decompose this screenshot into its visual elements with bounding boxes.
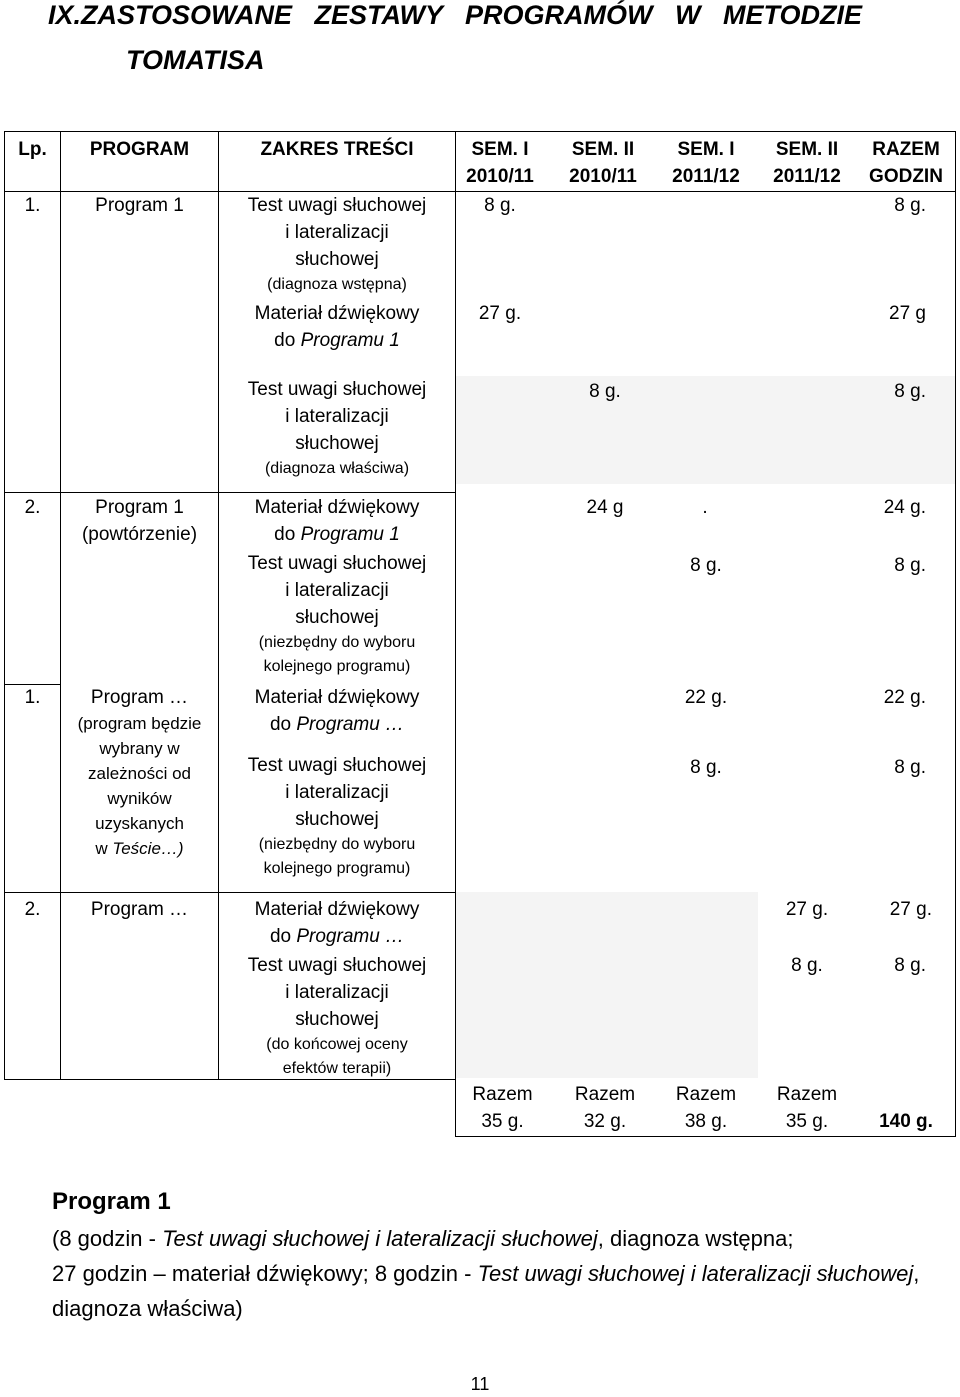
content-line [219,923,455,950]
row1-content-1 [219,192,455,297]
header-program: PROGRAM [89,139,190,160]
content-line: i lateralizacji [285,406,389,427]
header-sem2 [553,136,653,190]
content-line: Materiał dźwiękowy [254,687,420,708]
program-line: Program … [90,687,189,708]
row1-content-2 [219,300,455,354]
content-line: słuchowej [295,249,379,270]
content-note: (diagnoza wstępna) [267,276,407,293]
table-border-bottom [455,1136,956,1137]
table-border-right [955,131,956,1137]
content-line: Materiał dźwiękowy [254,899,420,920]
row3-content-2 [219,752,455,881]
row1-val3-sem2: 8 g. [589,381,621,402]
header-sem4-year: 2011/12 [773,166,841,187]
program-text: w [95,839,113,858]
content-line [219,327,455,354]
program-line: (powtórzenie) [81,524,198,545]
total-value: 35 g. [481,1111,524,1132]
content-line: słuchowej [295,809,379,830]
row2-content-1 [219,494,455,548]
row3-val-total: 22 g. [883,687,926,708]
program1-line-2 [52,1256,919,1291]
row3-val2-sem3: 8 g. [690,757,722,778]
row1-lp: 1. [24,195,41,216]
content-note: (do końcowej oceny [266,1036,408,1053]
page-number: 11 [470,1374,490,1394]
row3-program [61,684,218,861]
program1-line-1 [52,1221,794,1256]
row2-val-sem3-dot: . [702,497,708,518]
row2-val2-sem3: 8 g. [690,555,722,576]
program-line: Program 1 [95,497,184,518]
row4-content-1 [219,896,455,950]
header-sem2-year: 2010/11 [569,166,637,187]
row3-val2-total: 8 g. [894,757,926,778]
content-line: słuchowej [295,1009,379,1030]
total-value: 38 g. [684,1111,728,1132]
row2-val-sem2: 24 g [586,497,624,518]
row1-val2-sem1: 27 g. [478,303,522,324]
content-line: słuchowej [295,607,379,628]
header-zakres: ZAKRES TREŚCI [260,139,414,160]
program1-heading: Program 1 [52,1188,171,1215]
table-line [4,492,456,493]
content-line: Test uwagi słuchowej [247,955,427,976]
row2-lp: 2. [24,497,41,518]
program-line: wyników [107,789,172,808]
header-sem4 [757,136,857,190]
row1-program: Program 1 [95,195,184,216]
text: , [913,1261,920,1286]
content-text: do [269,926,297,947]
total-sem3 [656,1081,756,1135]
table-border-top [4,131,956,132]
header-razem [856,136,956,190]
content-note: kolejnego programu) [263,860,411,877]
content-line: Test uwagi słuchowej [247,755,427,776]
total-grand: 140 g. [879,1111,933,1132]
content-line: i lateralizacji [285,782,389,803]
page-title-line-1: IX.ZASTOSOWANE ZESTAWY PROGRAMÓW W METODZIE [48,0,863,30]
content-line: Materiał dźwiękowy [254,497,420,518]
table-line [60,131,61,1080]
page-title-line-2: TOMATISA [126,45,265,75]
row4-lp: 2. [24,899,41,920]
total-label: Razem [675,1084,737,1105]
content-text: do [269,714,297,735]
row4-content-2 [219,952,455,1081]
row3-val-sem3: 22 g. [684,687,728,708]
content-text-italic: Programu … [296,714,405,735]
row2-val2-total: 8 g. [894,555,926,576]
program-line: (program będzie [77,714,202,733]
row4-program: Program … [90,899,189,920]
row4-val-total: 27 g. [889,899,932,920]
program-line [61,836,218,861]
row1-content-3 [219,376,455,481]
total-label: Razem [776,1084,838,1105]
text-italic: Test uwagi słuchowej i lateralizacji słuchowej [162,1226,598,1251]
row1-val-sem1: 8 g. [484,195,516,216]
content-line [219,711,455,738]
program1-line-3: diagnoza właściwa) [52,1296,243,1321]
content-line: Materiał dźwiękowy [254,303,420,324]
text-italic: Test uwagi słuchowej i lateralizacji słuchowej [477,1261,914,1286]
content-note: (niezbędny do wyboru [258,836,416,853]
content-text: do [274,524,301,545]
row2-content-2 [219,550,455,679]
row2-val-total: 24 g. [883,497,926,518]
program-line: wybrany w [99,739,180,758]
content-text-italic: Programu 1 [300,330,400,351]
content-line: i lateralizacji [285,982,389,1003]
content-text-italic: Programu … [296,926,405,947]
total-value: 32 g. [583,1111,627,1132]
header-sem3-year: 2011/12 [672,166,740,187]
total-sem2 [555,1081,655,1135]
content-line: i lateralizacji [285,222,389,243]
content-line: i lateralizacji [285,580,389,601]
content-text-italic: Programu 1 [300,524,400,545]
content-line: Test uwagi słuchowej [247,195,427,216]
row1-val2-total: 27 g [889,303,926,324]
content-line: słuchowej [295,433,379,454]
content-note: (niezbędny do wyboru [258,634,416,651]
header-sem4-label: SEM. II [775,139,839,160]
header-lp: Lp. [18,139,47,160]
header-sem1-year: 2010/11 [466,166,534,187]
program-text-italic: Teście…) [112,839,184,858]
header-sem2-label: SEM. II [571,139,635,160]
header-sem3-label: SEM. I [677,139,735,160]
row3-content-1 [219,684,455,738]
program-line: uzyskanych [95,814,184,833]
content-text: do [274,330,301,351]
content-note: kolejnego programu) [263,658,411,675]
text: (8 godzin - [52,1226,163,1251]
header-sem1 [450,136,550,190]
program-line: zależności od [87,764,191,783]
table-line [4,892,456,893]
total-label: Razem [574,1084,636,1105]
total-label: Razem [472,1084,533,1105]
text: 27 godzin – materiał dźwiękowy; 8 godzin - [52,1261,478,1286]
text: , diagnoza wstępna; [597,1226,794,1251]
shade-block [455,892,758,1078]
content-line: Test uwagi słuchowej [247,379,427,400]
total-sem4 [757,1081,857,1135]
header-razem-label: RAZEM [872,139,940,160]
row4-val2-sem4: 8 g. [791,955,823,976]
row3-lp: 1. [24,687,41,708]
total-sem1 [455,1081,550,1135]
table-line [4,131,5,1080]
header-sem1-label: SEM. I [471,139,529,160]
row1-val3-total: 8 g. [894,381,926,402]
content-line [219,521,455,548]
header-sem3 [656,136,756,190]
content-note: efektów terapii) [282,1060,392,1077]
total-value: 35 g. [785,1111,829,1132]
row4-val-sem4: 27 g. [785,899,829,920]
row1-val-total: 8 g. [894,195,926,216]
content-note: (diagnoza właściwa) [264,460,410,477]
header-razem-sub: GODZIN [869,166,943,187]
table-line [455,131,456,1137]
row2-program [61,494,218,548]
row4-val2-total: 8 g. [894,955,926,976]
content-line: Test uwagi słuchowej [247,553,427,574]
